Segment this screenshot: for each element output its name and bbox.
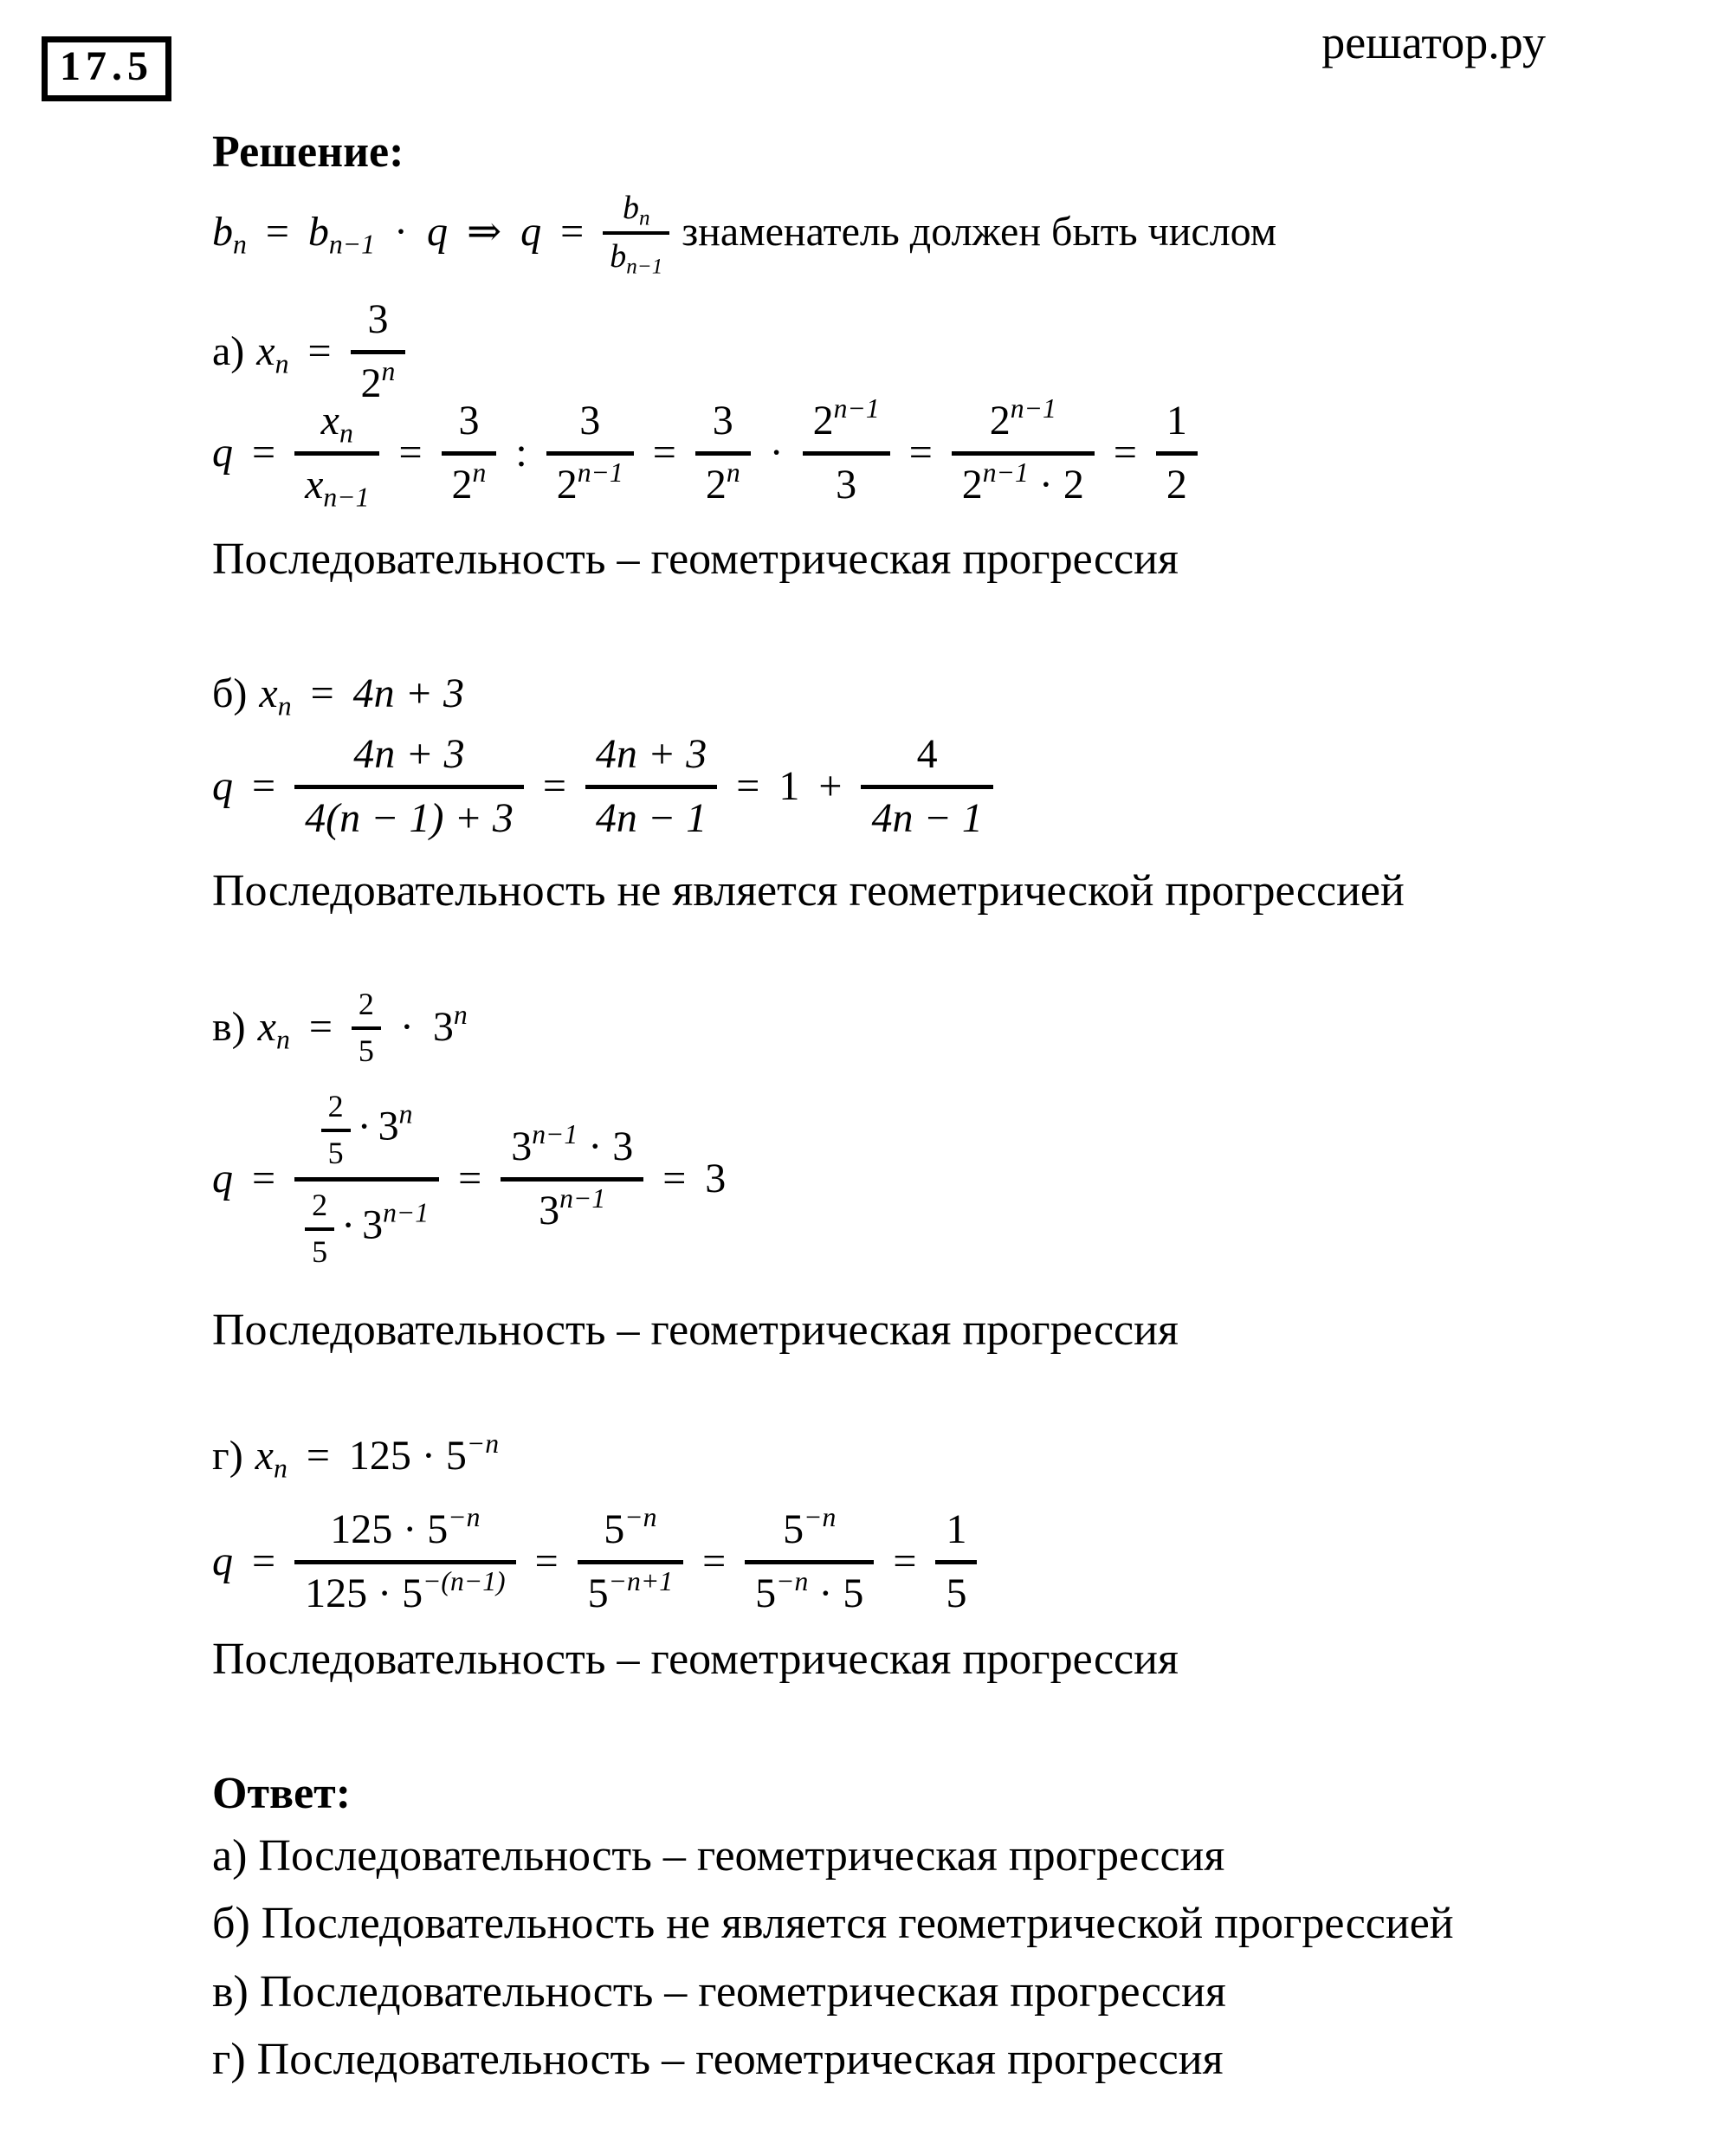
math-sub: n−1	[323, 482, 370, 513]
math-atom	[257, 1004, 290, 1055]
fraction-numerator	[745, 1502, 874, 1564]
math-sup: −n	[624, 1502, 657, 1532]
fraction	[745, 1502, 874, 1617]
multiply-operator: ·	[357, 1103, 371, 1149]
fraction-numerator: 3	[351, 297, 406, 354]
math-token: 125 · 5	[348, 1433, 467, 1479]
fraction-numerator	[803, 393, 890, 456]
math-sub: n	[339, 418, 353, 449]
math-token: x	[255, 1433, 274, 1479]
fraction-denominator	[501, 1182, 643, 1234]
fraction-denominator: 4n − 1	[871, 794, 983, 841]
math-sub: n−1	[626, 255, 663, 279]
math-sup: n	[726, 456, 740, 488]
part-g-q-formula	[212, 1502, 977, 1617]
part-label: в)	[212, 1004, 246, 1051]
fraction-numerator: 3	[695, 398, 751, 456]
math-token: 3	[511, 1123, 533, 1170]
math-token: b	[212, 209, 233, 256]
math-sub: n−1	[328, 229, 375, 260]
math-operator: =	[265, 209, 289, 256]
math-token: · 2	[1028, 461, 1084, 508]
fraction	[585, 732, 717, 842]
fraction	[351, 297, 406, 407]
fraction	[546, 398, 634, 508]
fraction-numerator: 1	[935, 1507, 977, 1564]
math-token: 2	[989, 398, 1011, 444]
math-operator: =	[1113, 429, 1137, 476]
fraction	[695, 398, 751, 508]
math-sup: n	[453, 1000, 468, 1031]
math-operator: =	[736, 762, 760, 809]
part-a-status: Последовательность – геометрическая прогрессия	[212, 534, 1179, 584]
fraction-denominator: 4(n − 1) + 3	[305, 794, 514, 841]
math-sub: n	[275, 1024, 290, 1055]
fraction	[321, 1090, 351, 1170]
fraction	[603, 190, 669, 279]
fraction-denominator	[294, 1564, 516, 1617]
math-sup: n−1	[833, 393, 880, 424]
math-operator: =	[662, 1156, 687, 1202]
math-atom	[255, 1433, 287, 1484]
fraction	[501, 1119, 643, 1234]
math-token: b	[610, 237, 627, 275]
math-sup: n−1	[1010, 393, 1056, 424]
part-a-q-formula	[212, 393, 1198, 513]
math-sub: n	[233, 229, 247, 260]
fraction	[861, 732, 992, 842]
answer-item-b: б) Последовательность не является геометрической прогрессией	[212, 1899, 1454, 1949]
part-v-definition	[212, 987, 468, 1068]
multiply-operator: ·	[399, 1004, 414, 1051]
math-token: 5	[604, 1506, 625, 1552]
fraction-denominator	[695, 456, 751, 508]
math-token: 2	[705, 461, 727, 508]
math-sup: −n	[448, 1502, 481, 1532]
math-atom	[212, 209, 247, 260]
math-sup: −n+1	[608, 1565, 674, 1596]
fraction	[294, 732, 524, 842]
fraction-numerator: 2	[352, 987, 381, 1030]
math-operator: ·	[393, 209, 408, 256]
math-token: 2	[451, 461, 473, 508]
part-label: а)	[212, 327, 245, 374]
math-sup: −(n−1)	[423, 1565, 506, 1596]
math-atom: q	[212, 1538, 233, 1584]
part-v-status: Последовательность – геометрическая прогрессия	[212, 1305, 1179, 1355]
math-sup: n−1	[982, 456, 1029, 488]
math-token: x	[259, 670, 278, 716]
fraction-numerator	[501, 1119, 643, 1182]
answer-list	[212, 1829, 1454, 2101]
math-token: 3	[432, 1004, 454, 1051]
math-sub: n	[275, 348, 289, 379]
math-operator: =	[308, 1004, 333, 1051]
math-sup: n	[472, 456, 487, 488]
math-token: 2	[556, 461, 578, 508]
fraction-denominator	[578, 1564, 683, 1617]
math-token: 2	[961, 461, 983, 508]
problem-number-box	[42, 36, 171, 101]
math-token: · 5	[808, 1570, 864, 1616]
math-sup: n	[398, 1098, 413, 1130]
fraction-numerator: 1	[1156, 398, 1198, 456]
fraction-numerator: 3	[442, 398, 497, 456]
math-atom: q	[212, 762, 233, 809]
part-label: г)	[212, 1433, 243, 1479]
math-token: 5	[587, 1570, 609, 1616]
fraction-numerator	[603, 191, 669, 235]
division-operator: :	[515, 429, 527, 476]
math-sup: −n	[776, 1565, 809, 1596]
math-sup: n−1	[383, 1197, 430, 1228]
math-atom: 4n + 3	[352, 670, 465, 716]
math-operator: =	[702, 1538, 727, 1584]
math-sup: n−1	[532, 1119, 578, 1150]
fraction-denominator	[952, 456, 1095, 508]
fraction-numerator	[952, 393, 1095, 456]
fraction-denominator	[546, 456, 634, 508]
math-atom	[256, 327, 289, 379]
math-atom: q	[212, 1156, 233, 1202]
math-atom: q	[212, 429, 233, 476]
math-token: 3	[378, 1103, 399, 1149]
math-sub: n	[277, 690, 292, 722]
fraction-denominator: 4n − 1	[595, 794, 707, 841]
fraction-denominator	[603, 235, 669, 279]
math-operator: =	[252, 1156, 276, 1202]
part-label: б)	[212, 670, 248, 716]
math-operator: =	[252, 1538, 276, 1584]
fraction-numerator	[294, 398, 379, 456]
fraction-denominator: 3	[836, 461, 857, 508]
intro-formula	[212, 190, 1277, 279]
math-token: 2	[812, 398, 834, 444]
fraction-denominator	[294, 1182, 439, 1269]
fraction-numerator: 4n + 3	[294, 732, 524, 789]
math-operator: =	[306, 1433, 330, 1479]
fraction	[305, 1188, 334, 1269]
part-v-q-formula	[212, 1090, 726, 1269]
answer-item-a: а) Последовательность – геометрическая прогрессия	[212, 1831, 1225, 1881]
math-sup: n−1	[577, 456, 623, 488]
fraction-denominator	[442, 456, 497, 508]
answer-item-v: в) Последовательность – геометрическая прогрессия	[212, 1966, 1226, 2017]
math-token: 3	[362, 1201, 384, 1248]
math-atom	[307, 209, 375, 260]
math-sup: n−1	[559, 1183, 606, 1214]
math-operator: =	[310, 670, 334, 716]
math-operator: =	[307, 327, 332, 374]
math-token: x	[257, 1004, 276, 1051]
math-sup: −n	[804, 1502, 837, 1532]
fraction	[294, 1090, 439, 1269]
fraction-denominator: 2	[1166, 461, 1187, 508]
math-operator: =	[560, 209, 585, 256]
fraction	[578, 1502, 683, 1617]
fraction-numerator	[294, 1090, 439, 1182]
math-atom: q	[426, 209, 448, 256]
math-token: 5	[783, 1506, 804, 1552]
math-atom	[259, 670, 292, 722]
math-operator: =	[252, 429, 276, 476]
math-sub: n	[638, 206, 650, 230]
part-g-status: Последовательность – геометрическая прогрессия	[212, 1635, 1179, 1684]
fraction-denominator: 5	[312, 1233, 328, 1269]
fraction	[352, 987, 381, 1068]
fraction-denominator: 5	[946, 1570, 967, 1616]
part-b-status: Последовательность не является геометрической прогрессией	[212, 866, 1405, 916]
math-token: 125 · 5	[330, 1506, 449, 1552]
math-atom: 3	[705, 1156, 727, 1202]
math-token: x	[305, 461, 324, 508]
math-sub: n	[273, 1453, 287, 1484]
math-sup: n	[381, 355, 396, 386]
fraction-denominator	[745, 1564, 874, 1617]
fraction-numerator: 2	[321, 1090, 351, 1132]
math-atom	[432, 1000, 468, 1051]
math-token: · 3	[578, 1123, 634, 1170]
math-operator: =	[908, 429, 933, 476]
math-token: 125 · 5	[305, 1570, 423, 1616]
fraction-numerator	[294, 1502, 516, 1564]
math-operator: =	[893, 1538, 917, 1584]
fraction-numerator: 4n + 3	[585, 732, 717, 789]
fraction-denominator: 5	[327, 1135, 344, 1170]
fraction-denominator	[294, 456, 379, 513]
fraction	[294, 1502, 516, 1617]
plus-operator: +	[818, 762, 843, 809]
math-atom: 1	[778, 762, 800, 809]
solution-heading: Решение:	[212, 127, 404, 177]
math-sup: −n	[466, 1428, 500, 1459]
math-token: b	[622, 190, 639, 226]
fraction	[294, 398, 379, 513]
math-operator: =	[534, 1538, 559, 1584]
math-atom: q	[520, 209, 542, 256]
answer-heading: Ответ:	[212, 1769, 352, 1818]
part-b-definition	[212, 670, 465, 722]
math-token: x	[256, 327, 275, 374]
fraction	[935, 1507, 977, 1617]
part-a-definition	[212, 297, 405, 407]
math-token: 2	[360, 359, 382, 406]
fraction-numerator: 2	[305, 1188, 334, 1231]
fraction	[442, 398, 497, 508]
implies-operator: ⇒	[466, 209, 502, 256]
math-token: 3	[539, 1188, 560, 1234]
math-token: 5	[755, 1570, 777, 1616]
site-name: решатор.ру	[1321, 16, 1546, 68]
fraction	[803, 393, 890, 508]
part-b-q-formula	[212, 732, 993, 842]
multiply-operator: ·	[341, 1201, 356, 1248]
fraction	[1156, 398, 1198, 508]
math-operator: =	[458, 1156, 482, 1202]
problem-number: 17.5	[60, 43, 153, 89]
fraction-numerator: 4	[861, 732, 992, 789]
answer-item-g: г) Последовательность – геометрическая прогрессия	[212, 2035, 1224, 2085]
math-operator: =	[398, 429, 423, 476]
part-g-definition	[212, 1428, 500, 1484]
math-token: b	[307, 209, 329, 256]
math-token: x	[320, 398, 339, 444]
fraction-denominator: 5	[358, 1033, 374, 1068]
math-operator: =	[652, 429, 676, 476]
fraction	[952, 393, 1095, 508]
fraction-numerator: 3	[546, 398, 634, 456]
math-operator: =	[542, 762, 566, 809]
math-atom	[348, 1428, 500, 1479]
fraction-numerator	[578, 1502, 683, 1564]
multiply-operator: ·	[769, 429, 784, 476]
math-operator: =	[252, 762, 276, 809]
note-text: знаменатель должен быть числом	[682, 209, 1277, 256]
